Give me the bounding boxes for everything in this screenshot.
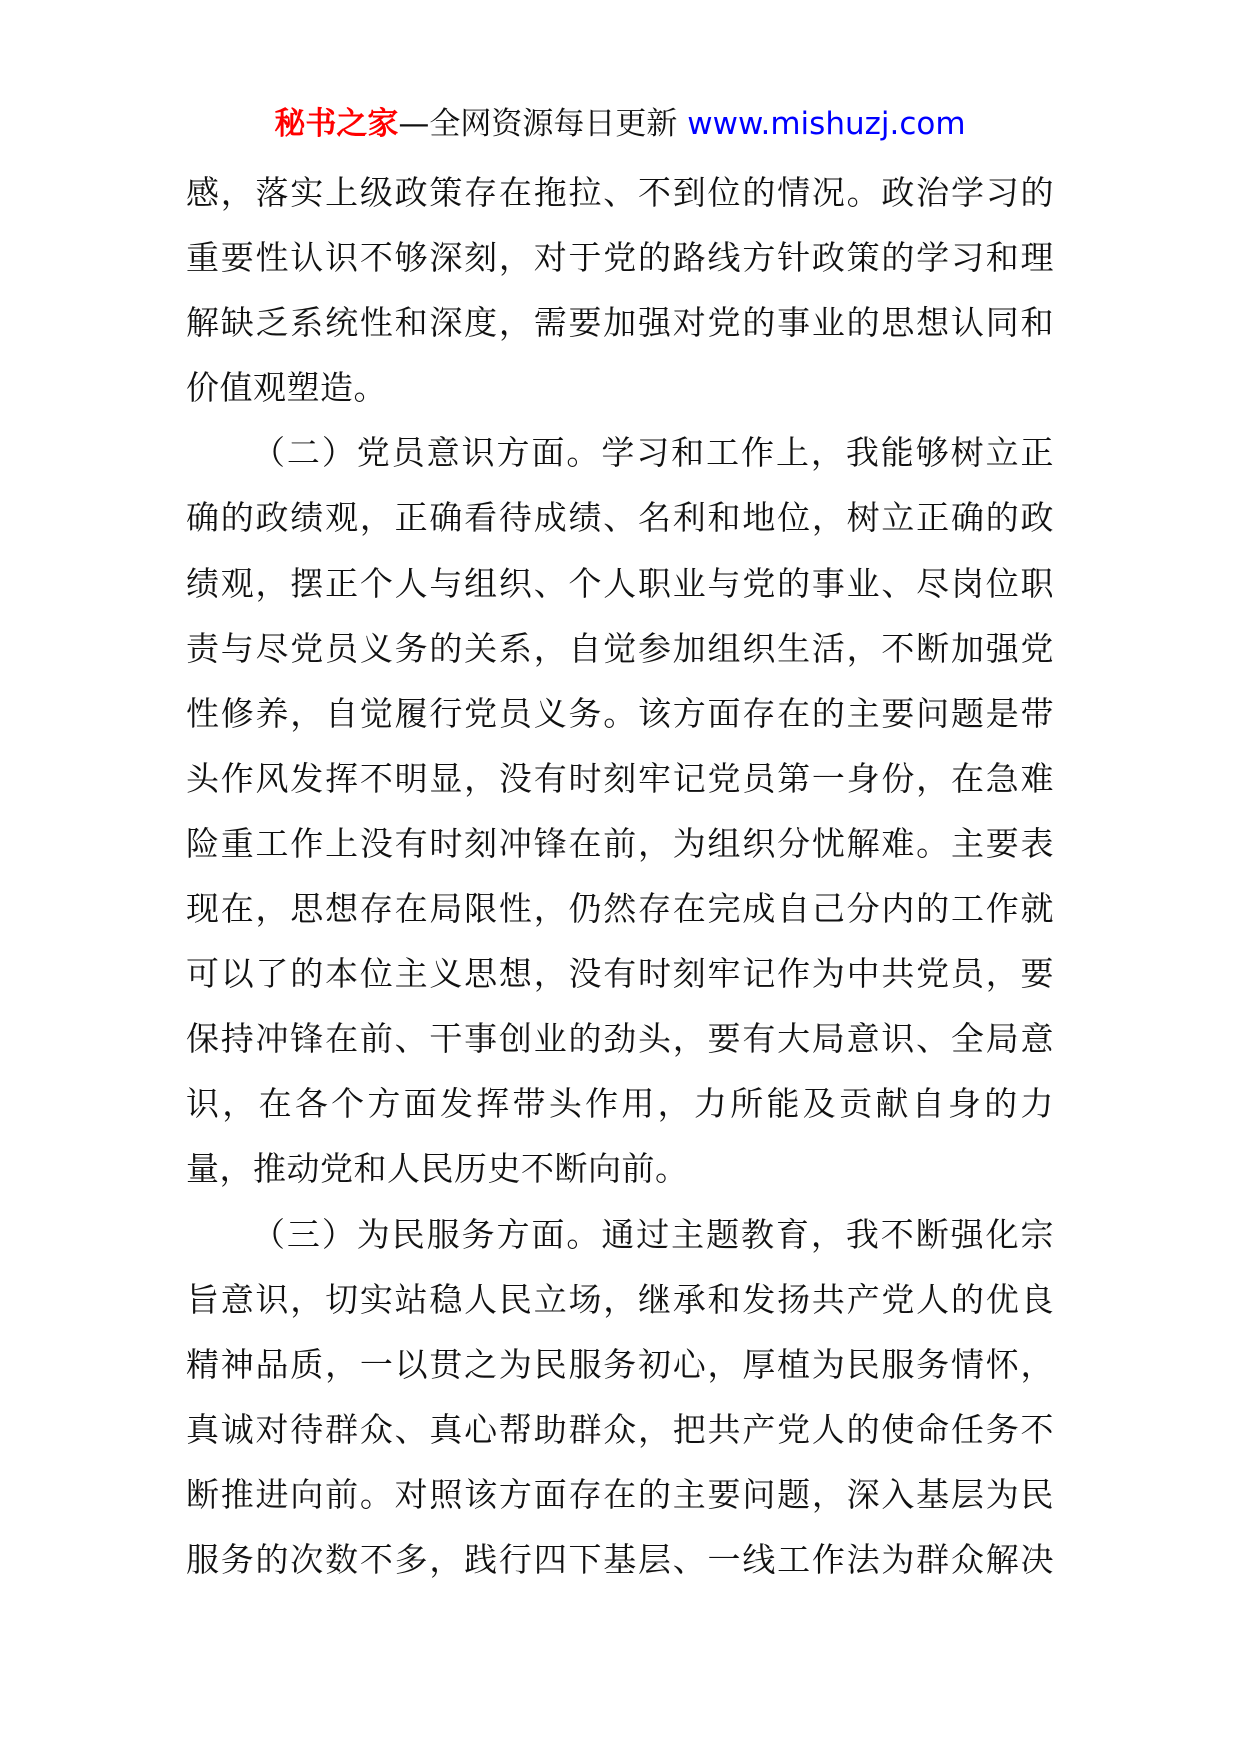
paragraph-2-line: 识，在各个方面发挥带头作用，力所能及贡献自身的力 bbox=[186, 1084, 1054, 1124]
paragraph-2-line: 责与尽党员义务的关系，自觉参加组织生活，不断加强党 bbox=[186, 628, 1054, 668]
paragraph-3-line: 真诚对待群众、真心帮助群众，把共产党人的使命任务不 bbox=[186, 1409, 1054, 1449]
document-body bbox=[186, 160, 1054, 1592]
paragraph-3-line: 服务的次数不多，践行四下基层、一线工作法为群众解决 bbox=[186, 1539, 1054, 1579]
paragraph-2-line: 头作风发挥不明显，没有时刻牢记党员第一身份，在急难 bbox=[186, 758, 1054, 798]
paragraph-1-line: 解缺乏系统性和深度，需要加强对党的事业的思想认同和 bbox=[186, 303, 1054, 343]
paragraph-3-line: 旨意识，切实站稳人民立场，继承和发扬共产党人的优良 bbox=[186, 1279, 1054, 1319]
paragraph-2-line: 确的政绩观，正确看待成绩、名利和地位，树立正确的政 bbox=[186, 498, 1054, 538]
paragraph-2-line: 绩观，摆正个人与组织、个人职业与党的事业、尽岗位职 bbox=[186, 563, 1054, 603]
paragraph-1-line: 价值观塑造。 bbox=[186, 368, 387, 408]
paragraph-2-line: 现在，思想存在局限性，仍然存在完成自己分内的工作就 bbox=[186, 889, 1054, 929]
paragraph-2-line: 可以了的本位主义思想，没有时刻牢记作为中共党员，要 bbox=[186, 954, 1054, 994]
paragraph-3-line: （三）为民服务方面。通过主题教育，我不断强化宗 bbox=[252, 1214, 1054, 1254]
paragraph-3-line: 断推进向前。对照该方面存在的主要问题，深入基层为民 bbox=[186, 1474, 1054, 1514]
paragraph-1-line: 重要性认识不够深刻，对于党的路线方针政策的学习和理 bbox=[186, 238, 1054, 278]
brand-name: 秘书之家 bbox=[274, 106, 399, 142]
site-header bbox=[0, 102, 1240, 146]
paragraph-2-line: 险重工作上没有时刻冲锋在前，为组织分忧解难。主要表 bbox=[186, 823, 1054, 863]
paragraph-2-line: 保持冲锋在前、干事创业的劲头，要有大局意识、全局意 bbox=[186, 1019, 1054, 1059]
header-tagline: —全网资源每日更新 bbox=[398, 106, 688, 142]
paragraph-2-line: 性修养，自觉履行党员义务。该方面存在的主要问题是带 bbox=[186, 693, 1054, 733]
paragraph-2-line: （二）党员意识方面。学习和工作上，我能够树立正 bbox=[252, 433, 1054, 473]
paragraph-2-line: 量，推动党和人民历史不断向前。 bbox=[186, 1149, 689, 1189]
site-url-link[interactable]: www.mishuzj.com bbox=[687, 106, 966, 142]
paragraph-1-line: 感，落实上级政策存在拖拉、不到位的情况。政治学习的 bbox=[186, 173, 1054, 212]
paragraph-3-line: 精神品质，一以贯之为民服务初心，厚植为民服务情怀， bbox=[186, 1344, 1054, 1384]
